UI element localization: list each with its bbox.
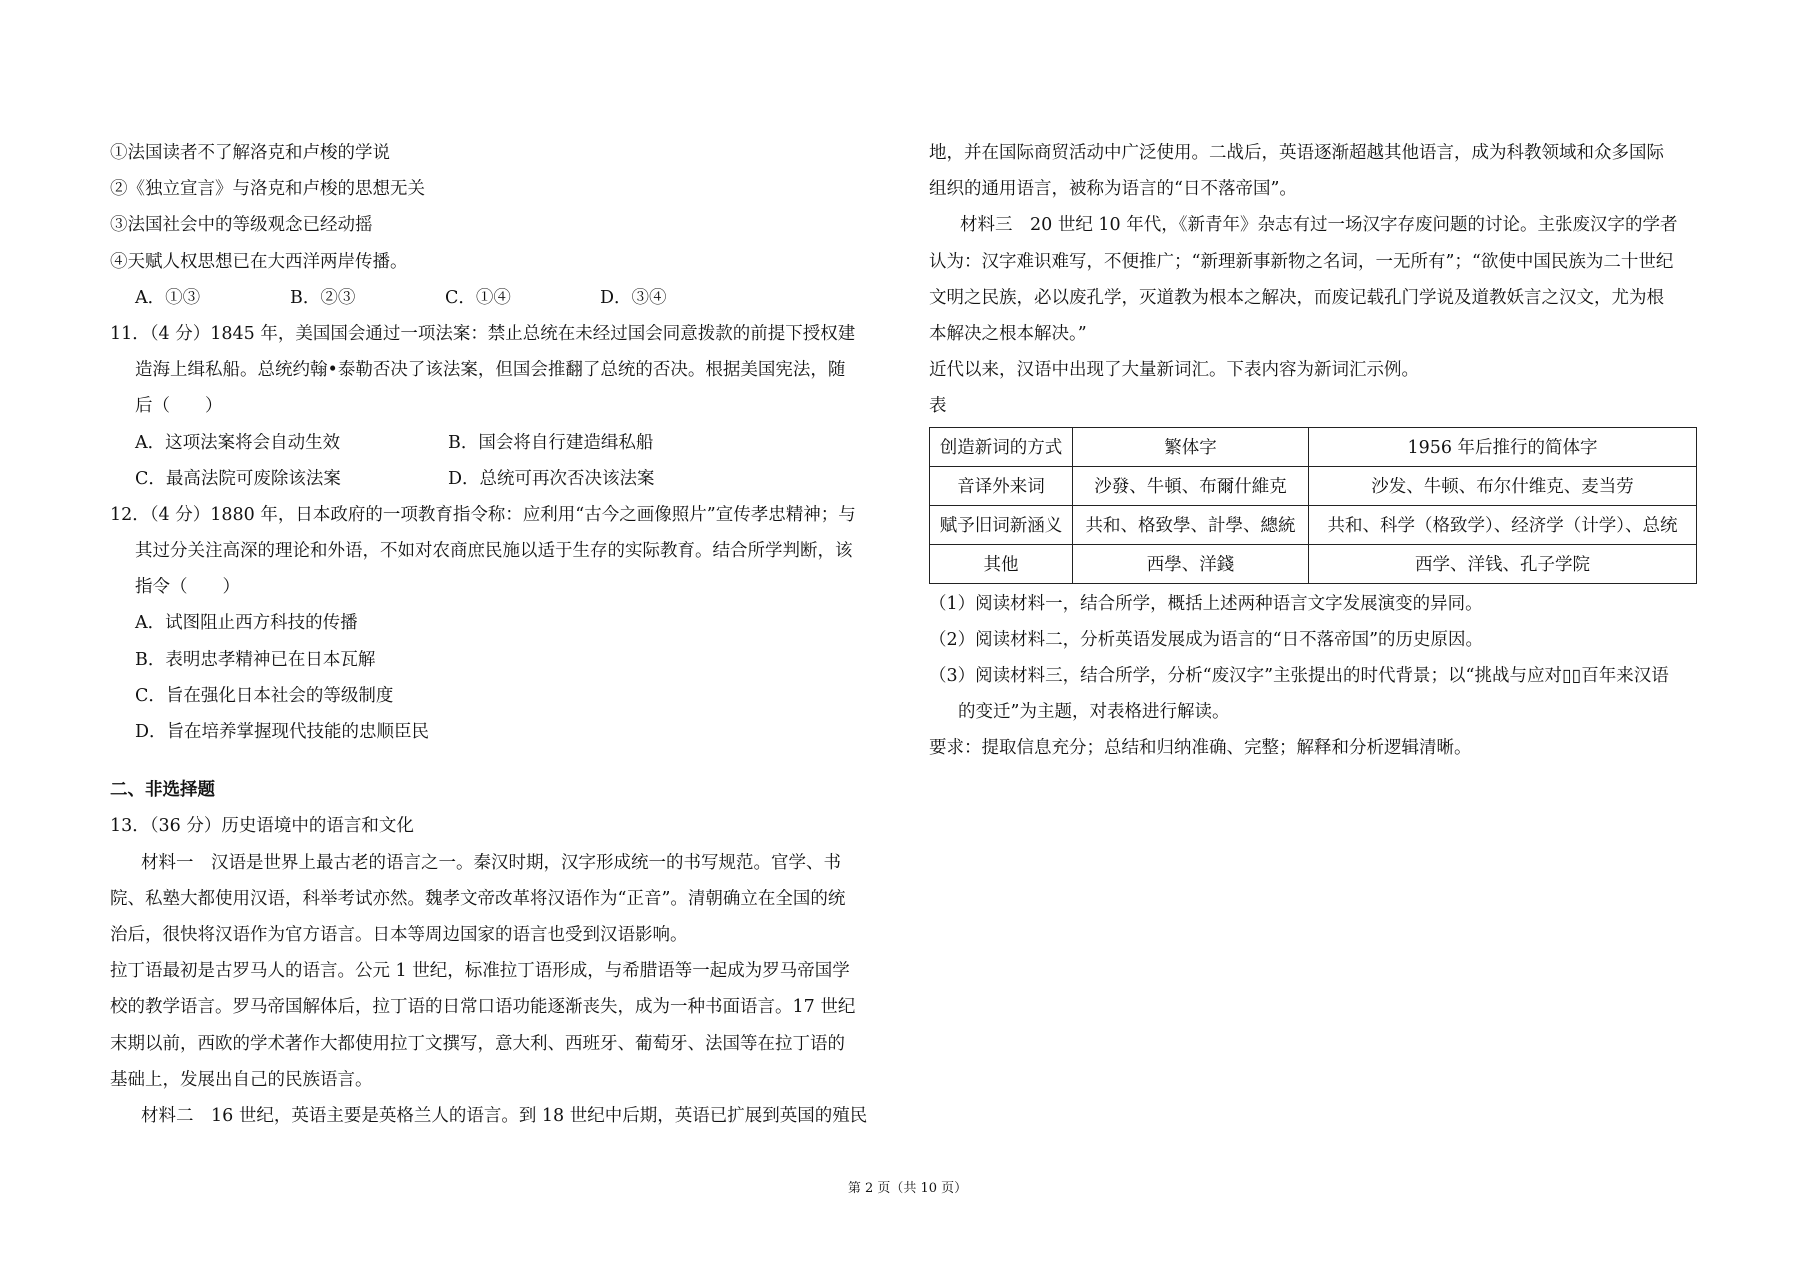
material-2-line-1: 材料二 16 世纪，英语主要是英格兰人的语言。到 18 世纪中后期，英语已扩展到英国的殖民 [141,1105,868,1126]
material-1b-line-3: 末期以前，西欧的学术著作大都使用拉丁文撰写，意大利、西班牙、葡萄牙、法国等在拉丁语的 [110,1033,845,1054]
q11-option-b: B．国会将自行建造缉私船 [448,432,654,453]
table-intro: 近代以来，汉语中出现了大量新词汇。下表内容为新词汇示例。 [929,360,1419,381]
q12-option-a: A．试图阻止西方科技的传播 [135,613,358,634]
table-row [930,544,1697,583]
table-header-row [930,427,1697,466]
material-2-line-3: 组织的通用语言，被称为语言的“日不落帝国”。 [929,179,1297,200]
q12-option-d: D．旨在培养掌握现代技能的忠顺臣民 [135,722,430,742]
statement-4: ④天赋人权思想已在大西洋两岸传播。 [110,251,408,272]
table-cell: 音译外来词 [930,466,1073,505]
table-row [930,505,1697,544]
requirements: 要求：提取信息充分；总结和归纳准确、完整；解释和分析逻辑清晰。 [929,738,1472,759]
table-header-cell: 繁体字 [1073,427,1309,466]
material-1-line-1: 材料一 汉语是世界上最古老的语言之一。秦汉时期，汉字形成统一的书写规范。官学、书 [141,852,841,873]
q10-option-b: B．②③ [290,287,356,308]
q11-line-3: 后（ ） [135,396,223,417]
q11-option-d: D．总统可再次否决该法案 [448,468,655,489]
q12-option-c: C．旨在强化日本社会的等级制度 [135,685,394,706]
q12-line-2: 其过分关注高深的理论和外语，不如对农商庶民施以适于生存的实际教育。结合所学判断，该 [135,541,853,562]
q11-options-cd [110,461,900,497]
table-cell: 沙發、牛頓、布爾什維克 [1073,466,1309,505]
q10-option-d: D．③④ [600,287,667,308]
material-2-line-2: 地，并在国际商贸活动中广泛使用。二战后，英语逐渐超越其他语言，成为科教领域和众多国际 [929,143,1664,163]
q12-line-3: 指令（ ） [135,577,240,598]
q11-option-a: A．这项法案将会自动生效 [135,432,341,453]
subquestion-3-line-2: 的变迁”为主题，对表格进行解读。 [958,702,1230,723]
q12-line-1: 12．（4 分）1880 年，日本政府的一项教育指令称：应利用“古今之画像照片”宣传孝忠精神；与 [110,504,856,525]
table-cell: 共和、科学（格致学）、经济学（计学）、总统 [1309,505,1697,544]
material-3-line-1: 材料三 20 世纪 10 年代，《新青年》杂志有过一场汉字存废问题的讨论。主张废汉字的学者 [960,215,1678,236]
subquestion-1: （1）阅读材料一，结合所学，概括上述两种语言文字发展演变的异同。 [929,593,1483,614]
q11-option-c: C．最高法院可废除该法案 [135,468,341,489]
statement-1: ①法国读者不了解洛克和卢梭的学说 [110,143,390,163]
q11-line-1: 11．（4 分）1845 年，美国国会通过一项法案：禁止总统在未经过国会同意拨款的前提下授权建 [110,323,856,344]
section-heading: 二、非选择题 [110,780,215,801]
q10-option-c: C．①④ [445,287,511,308]
material-3-line-4: 本解决之根本解决。” [929,323,1087,344]
material-1b-line-1: 拉丁语最初是古罗马人的语言。公元 1 世纪，标准拉丁语形成，与希腊语等一起成为罗马帝国学 [110,961,850,982]
material-1-line-3: 治后，很快将汉语作为官方语言。日本等周边国家的语言也受到汉语影响。 [110,924,688,945]
table-cell: 赋予旧词新涵义 [930,505,1073,544]
table-label: 表 [929,396,947,417]
left-column [110,135,900,1134]
material-3-line-3: 文明之民族，必以废孔学，灭道教为根本之解决，而废记载孔门学说及道教妖言之汉文，尤为根 [929,287,1664,308]
right-column [929,135,1719,766]
q10-options [110,280,900,316]
table-cell: 西学、洋钱、孔子学院 [1309,544,1697,583]
q11-line-2: 造海上缉私船。总统约翰•泰勒否决了该法案，但国会推翻了总统的否决。根据美国宪法，随 [135,360,846,381]
subquestion-3-line-1: （3）阅读材料三，结合所学，分析“废汉字”主张提出的时代背景；以“挑战与应对▯▯百年来汉语 [929,665,1669,686]
table-cell: 沙发、牛顿、布尔什维克、麦当劳 [1309,466,1697,505]
material-1-line-2: 院、私塾大都使用汉语，科举考试亦然。魏孝文帝改革将汉语作为“正音”。清朝确立在全国的统 [110,888,846,909]
table-header-cell: 1956 年后推行的简体字 [1309,427,1697,466]
table-header-cell: 创造新词的方式 [930,427,1073,466]
table-cell: 其他 [930,544,1073,583]
q12-option-b: B．表明忠孝精神已在日本瓦解 [135,649,376,670]
material-3-line-2: 认为：汉字难识难写，不便推广；“新理新事新物之名词，一无所有”；“欲使中国民族为二十世纪 [929,251,1674,272]
subquestion-2: （2）阅读材料二，分析英语发展成为语言的“日不落帝国”的历史原因。 [929,629,1484,650]
q10-option-a: A．①③ [135,287,201,308]
q13-title: 13．（36 分）历史语境中的语言和文化 [110,816,414,837]
table-row [930,466,1697,505]
vocab-table [929,427,1697,584]
statement-2: ②《独立宣言》与洛克和卢梭的思想无关 [110,179,425,200]
table-cell: 共和、格致學、計學、總統 [1073,505,1309,544]
material-1b-line-4: 基础上，发展出自己的民族语言。 [110,1069,373,1090]
q11-options-ab [110,425,900,461]
statement-3: ③法国社会中的等级观念已经动摇 [110,215,373,236]
table-cell: 西學、洋錢 [1073,544,1309,583]
page-footer: 第 2 页（共 10 页） [847,1181,968,1196]
material-1b-line-2: 校的教学语言。罗马帝国解体后，拉丁语的日常口语功能逐渐丧失，成为一种书面语言。17 世纪 [110,997,856,1018]
